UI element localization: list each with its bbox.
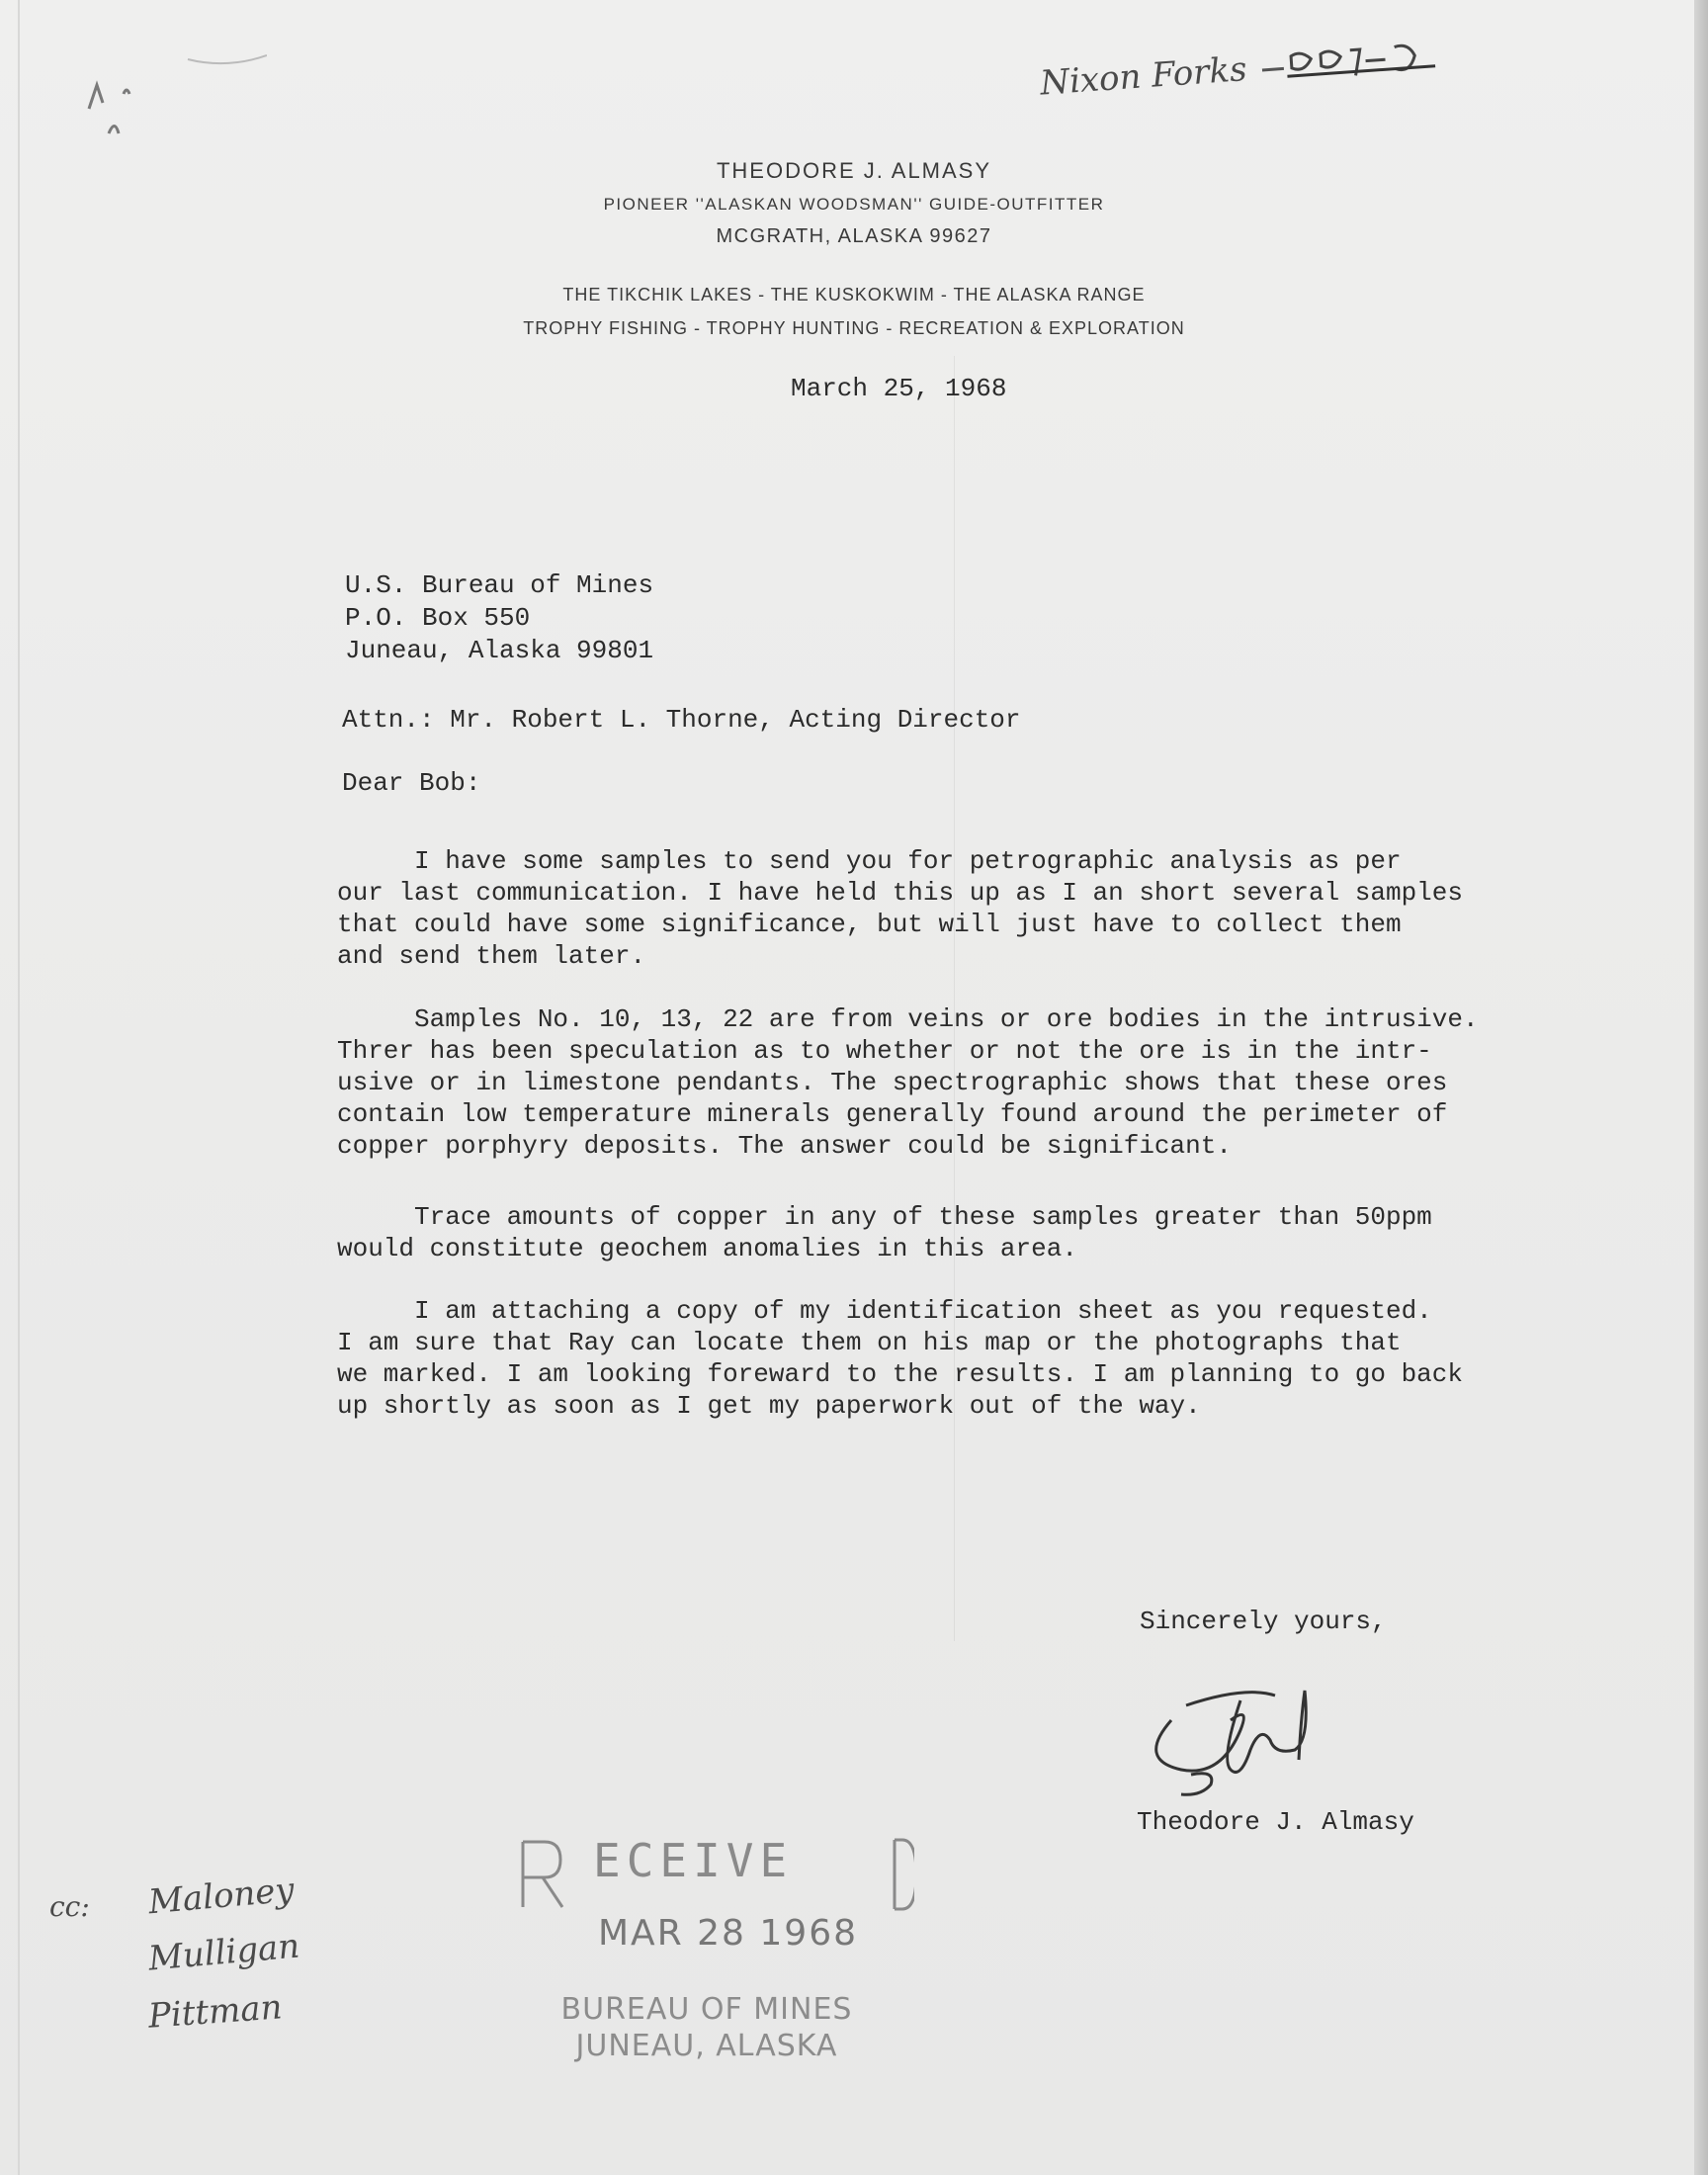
salutation: Dear Bob: xyxy=(342,768,481,798)
cc-name: Maloney xyxy=(146,1870,297,1923)
body-line: that could have some significance, but will just have to collect them xyxy=(337,910,1402,939)
body-line: our last communication. I have held this up as I an short several samples xyxy=(337,878,1463,908)
body-line: I am sure that Ray can locate them on his map or the photographs that xyxy=(337,1328,1402,1357)
signature-image xyxy=(1132,1661,1359,1799)
body-line: Samples No. 10, 13, 22 are from veins or ore bodies in the intrusive. xyxy=(337,1004,1479,1034)
letterhead-subtitle: PIONEER ''ALASKAN WOODSMAN'' GUIDE-OUTFITTER xyxy=(603,195,1105,214)
closing: Sincerely yours, xyxy=(1140,1607,1387,1636)
body-line: up shortly as soon as I get my paperwork out of the way. xyxy=(337,1391,1201,1421)
body-paragraph-4 xyxy=(337,1295,1563,1422)
recipient-line: P.O. Box 550 xyxy=(345,603,531,633)
cc-name: Pittman xyxy=(146,1987,284,2037)
received-stamp-date: MAR 28 1968 xyxy=(598,1913,859,1954)
margin-scribble xyxy=(69,40,267,148)
cc-name: Mulligan xyxy=(146,1926,301,1979)
received-stamp-word: ECEIVE xyxy=(593,1834,794,1887)
cc-label: cc: xyxy=(49,1890,90,1923)
signer-name: Theodore J. Almasy xyxy=(1137,1807,1414,1837)
body-line: would constitute geochem anomalies in this area. xyxy=(337,1234,1077,1263)
body-paragraph-2 xyxy=(337,1003,1563,1162)
received-stamp-org: BUREAU OF MINES xyxy=(560,1992,853,2027)
letterhead-city: MCGRATH, ALASKA 99627 xyxy=(716,225,992,247)
fold-crease xyxy=(954,356,955,1641)
letter-date: March 25, 1968 xyxy=(791,374,1007,403)
received-stamp-location: JUNEAU, ALASKA xyxy=(575,2029,838,2063)
letterhead-name: THEODORE J. ALMASY xyxy=(716,158,992,183)
body-line: Trace amounts of copper in any of these samples greater than 50ppm xyxy=(337,1202,1432,1232)
letterhead-regions: THE TIKCHIK LAKES - THE KUSKOKWIM - THE ALASKA RANGE xyxy=(562,285,1146,304)
letterhead-services: TROPHY FISHING - TROPHY HUNTING - RECREATION & EXPLORATION xyxy=(523,318,1185,338)
handwritten-project-note: Nixon Forks xyxy=(1039,35,1456,107)
body-line: Threr has been speculation as to whether or not the ore is in the intr- xyxy=(337,1036,1432,1066)
body-line: I am attaching a copy of my identification sheet as you requested. xyxy=(337,1296,1432,1326)
body-line: copper porphyry deposits. The answer could be significant. xyxy=(337,1131,1232,1161)
recipient-line: U.S. Bureau of Mines xyxy=(345,570,654,600)
attention-line: Attn.: Mr. Robert L. Thorne, Acting Director xyxy=(342,705,1021,735)
recipient-line: Juneau, Alaska 99801 xyxy=(345,636,654,665)
body-line: and send them later. xyxy=(337,941,646,971)
body-line: usive or in limestone pendants. The spectrographic shows that these ores xyxy=(337,1068,1448,1097)
body-paragraph-3 xyxy=(337,1201,1563,1264)
body-line: I have some samples to send you for petrographic analysis as per xyxy=(337,846,1402,876)
body-line: we marked. I am looking foreward to the results. I am planning to go back xyxy=(337,1359,1463,1389)
body-line: contain low temperature minerals generally found around the perimeter of xyxy=(337,1099,1448,1129)
body-paragraph-1 xyxy=(337,845,1563,972)
